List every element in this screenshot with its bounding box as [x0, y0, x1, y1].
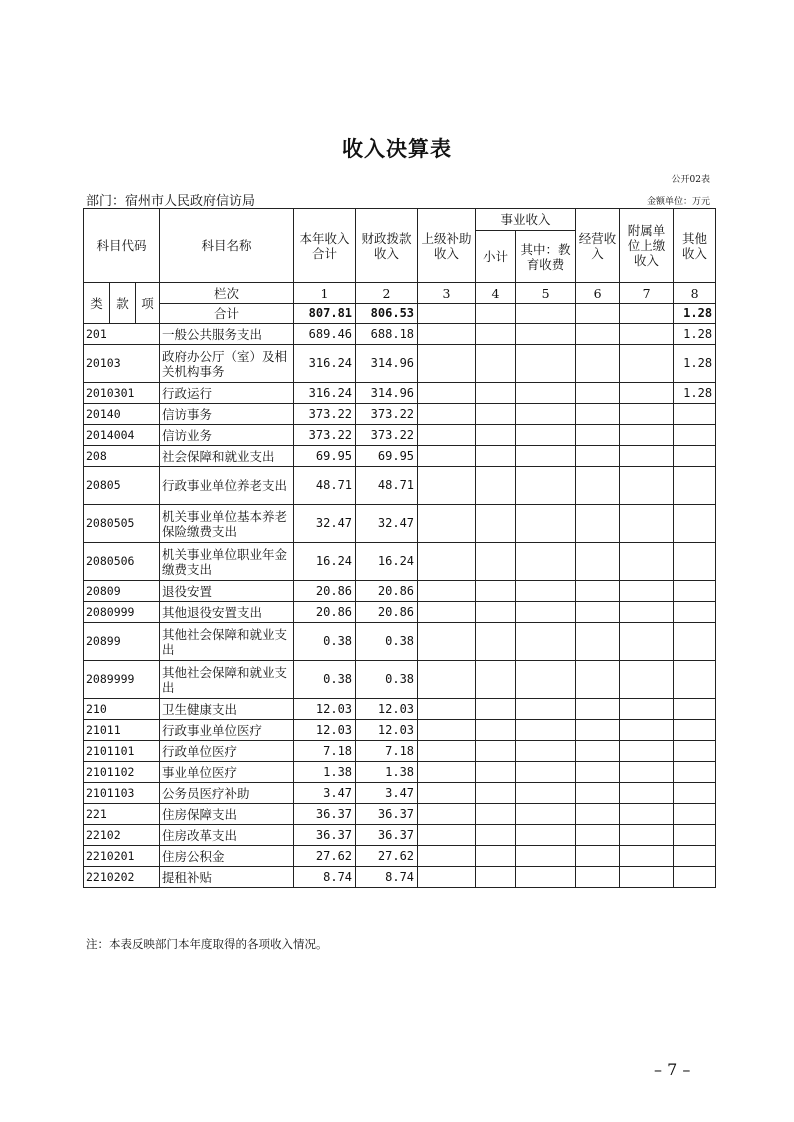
amount-operating	[576, 825, 620, 846]
subject-name: 提租补贴	[160, 867, 294, 888]
subject-code: 2210201	[84, 846, 160, 867]
amount-total: 0.38	[294, 623, 356, 661]
subject-code: 2010301	[84, 383, 160, 404]
amount-education	[516, 867, 576, 888]
amount-total: 12.03	[294, 699, 356, 720]
amount-total: 373.22	[294, 404, 356, 425]
col-number: 3	[418, 283, 476, 304]
amount-affiliated	[620, 741, 674, 762]
header-kuan: 款	[110, 283, 136, 324]
subject-code: 2101101	[84, 741, 160, 762]
amount-affiliated	[620, 804, 674, 825]
amount-other	[674, 543, 716, 581]
table-row	[84, 846, 716, 867]
amount-total: 32.47	[294, 505, 356, 543]
amount-affiliated	[620, 581, 674, 602]
amount-fiscal: 27.62	[356, 846, 418, 867]
amount-fiscal: 3.47	[356, 783, 418, 804]
subject-name: 其他退役安置支出	[160, 602, 294, 623]
col-number: 5	[516, 283, 576, 304]
amount-fiscal: 373.22	[356, 425, 418, 446]
table-row	[84, 345, 716, 383]
amount-business-subtotal	[476, 383, 516, 404]
amount-education	[516, 804, 576, 825]
header-column-row: 栏次	[160, 283, 294, 304]
amount-total: 0.38	[294, 661, 356, 699]
total-fiscal: 806.53	[356, 304, 418, 324]
subject-name: 政府办公厅（室）及相关机构事务	[160, 345, 294, 383]
amount-operating	[576, 581, 620, 602]
amount-total: 36.37	[294, 825, 356, 846]
amount-education	[516, 404, 576, 425]
table-row	[84, 623, 716, 661]
subject-name: 信访事务	[160, 404, 294, 425]
footnote: 注：本表反映部门本年度取得的各项收入情况。	[86, 937, 328, 951]
subject-name: 退役安置	[160, 581, 294, 602]
subject-code: 2080999	[84, 602, 160, 623]
amount-business-subtotal	[476, 404, 516, 425]
subject-code: 2080506	[84, 543, 160, 581]
department-label: 部门：宿州市人民政府信访局	[86, 194, 256, 209]
amount-affiliated	[620, 467, 674, 505]
amount-fiscal: 69.95	[356, 446, 418, 467]
col-number: 6	[576, 283, 620, 304]
amount-affiliated	[620, 623, 674, 661]
amount-total: 316.24	[294, 345, 356, 383]
amount-operating	[576, 345, 620, 383]
amount-total: 20.86	[294, 581, 356, 602]
amount-operating	[576, 505, 620, 543]
amount-other	[674, 425, 716, 446]
amount-affiliated	[620, 404, 674, 425]
amount-affiliated	[620, 661, 674, 699]
amount-total: 7.18	[294, 741, 356, 762]
page-number: – 7 –	[654, 1060, 691, 1079]
amount-total: 373.22	[294, 425, 356, 446]
amount-affiliated	[620, 324, 674, 345]
amount-business-subtotal	[476, 867, 516, 888]
amount-education	[516, 846, 576, 867]
subject-name: 其他社会保障和就业支出	[160, 623, 294, 661]
subject-name: 行政单位医疗	[160, 741, 294, 762]
amount-affiliated	[620, 446, 674, 467]
subject-name: 住房公积金	[160, 846, 294, 867]
amount-education	[516, 783, 576, 804]
amount-fiscal: 48.71	[356, 467, 418, 505]
amount-upper	[418, 543, 476, 581]
amount-upper	[418, 699, 476, 720]
amount-fiscal: 0.38	[356, 661, 418, 699]
subject-code: 221	[84, 804, 160, 825]
amount-other	[674, 446, 716, 467]
amount-education	[516, 623, 576, 661]
amount-operating	[576, 602, 620, 623]
amount-total: 16.24	[294, 543, 356, 581]
amount-upper	[418, 324, 476, 345]
amount-upper	[418, 505, 476, 543]
amount-affiliated	[620, 699, 674, 720]
amount-affiliated	[620, 345, 674, 383]
amount-upper	[418, 383, 476, 404]
subject-code: 20809	[84, 581, 160, 602]
subject-code: 2014004	[84, 425, 160, 446]
amount-education	[516, 741, 576, 762]
amount-affiliated	[620, 383, 674, 404]
subject-code: 2080505	[84, 505, 160, 543]
amount-other	[674, 623, 716, 661]
unit-label: 金额单位：万元	[646, 197, 710, 207]
header-other: 其他收入	[674, 209, 716, 283]
amount-other	[674, 867, 716, 888]
amount-operating	[576, 623, 620, 661]
amount-affiliated	[620, 505, 674, 543]
page-title: 收入决算表	[342, 137, 452, 161]
col-number: 7	[620, 283, 674, 304]
amount-business-subtotal	[476, 446, 516, 467]
subject-code: 201	[84, 324, 160, 345]
amount-upper	[418, 804, 476, 825]
header-code: 科目代码	[84, 209, 160, 283]
amount-operating	[576, 720, 620, 741]
amount-total: 48.71	[294, 467, 356, 505]
amount-business-subtotal	[476, 467, 516, 505]
amount-other	[674, 581, 716, 602]
amount-education	[516, 345, 576, 383]
subject-name: 公务员医疗补助	[160, 783, 294, 804]
table-row	[84, 867, 716, 888]
amount-total: 69.95	[294, 446, 356, 467]
amount-education	[516, 720, 576, 741]
amount-fiscal: 314.96	[356, 383, 418, 404]
amount-fiscal: 20.86	[356, 602, 418, 623]
amount-total: 1.38	[294, 762, 356, 783]
table-row	[84, 505, 716, 543]
amount-operating	[576, 446, 620, 467]
subject-name: 卫生健康支出	[160, 699, 294, 720]
amount-education	[516, 661, 576, 699]
subject-code: 22102	[84, 825, 160, 846]
amount-business-subtotal	[476, 720, 516, 741]
amount-upper	[418, 867, 476, 888]
amount-upper	[418, 467, 476, 505]
header-business: 事业收入	[476, 209, 576, 231]
header-fiscal: 财政拨款收入	[356, 209, 418, 283]
subject-code: 20103	[84, 345, 160, 383]
amount-operating	[576, 467, 620, 505]
amount-operating	[576, 867, 620, 888]
amount-other	[674, 825, 716, 846]
amount-operating	[576, 543, 620, 581]
amount-operating	[576, 324, 620, 345]
total-label: 合计	[160, 304, 294, 324]
amount-total: 27.62	[294, 846, 356, 867]
amount-other	[674, 804, 716, 825]
amount-fiscal: 36.37	[356, 825, 418, 846]
amount-fiscal: 0.38	[356, 623, 418, 661]
amount-business-subtotal	[476, 661, 516, 699]
amount-operating	[576, 762, 620, 783]
subject-code: 21011	[84, 720, 160, 741]
amount-fiscal: 12.03	[356, 720, 418, 741]
amount-fiscal: 16.24	[356, 543, 418, 581]
table-row	[84, 543, 716, 581]
amount-other	[674, 699, 716, 720]
subject-code: 2089999	[84, 661, 160, 699]
amount-other	[674, 505, 716, 543]
amount-education	[516, 825, 576, 846]
amount-upper	[418, 741, 476, 762]
subject-name: 信访业务	[160, 425, 294, 446]
subject-code: 2210202	[84, 867, 160, 888]
table-row	[84, 741, 716, 762]
col-number: 4	[476, 283, 516, 304]
amount-affiliated	[620, 825, 674, 846]
amount-education	[516, 762, 576, 783]
subject-name: 行政事业单位养老支出	[160, 467, 294, 505]
header-education: 其中：教育收费	[516, 231, 576, 283]
amount-upper	[418, 425, 476, 446]
header-lei: 类	[84, 283, 110, 324]
amount-total: 12.03	[294, 720, 356, 741]
subject-name: 住房保障支出	[160, 804, 294, 825]
amount-fiscal: 36.37	[356, 804, 418, 825]
amount-business-subtotal	[476, 846, 516, 867]
subject-code: 208	[84, 446, 160, 467]
amount-affiliated	[620, 720, 674, 741]
col-number: 1	[294, 283, 356, 304]
amount-upper	[418, 846, 476, 867]
amount-education	[516, 505, 576, 543]
header-xiang: 项	[136, 283, 160, 324]
amount-business-subtotal	[476, 825, 516, 846]
amount-education	[516, 581, 576, 602]
amount-operating	[576, 783, 620, 804]
amount-operating	[576, 846, 620, 867]
amount-total: 36.37	[294, 804, 356, 825]
amount-business-subtotal	[476, 804, 516, 825]
amount-total: 8.74	[294, 867, 356, 888]
subject-code: 20899	[84, 623, 160, 661]
amount-upper	[418, 446, 476, 467]
amount-other	[674, 720, 716, 741]
table-row	[84, 446, 716, 467]
header-name: 科目名称	[160, 209, 294, 283]
amount-education	[516, 602, 576, 623]
amount-education	[516, 467, 576, 505]
amount-fiscal: 20.86	[356, 581, 418, 602]
table-row	[84, 425, 716, 446]
header-affiliated: 附属单位上缴收入	[620, 209, 674, 283]
amount-business-subtotal	[476, 623, 516, 661]
amount-other	[674, 762, 716, 783]
amount-other	[674, 467, 716, 505]
amount-education	[516, 324, 576, 345]
total-amount: 807.81	[294, 304, 356, 324]
amount-upper	[418, 661, 476, 699]
amount-operating	[576, 661, 620, 699]
amount-affiliated	[620, 783, 674, 804]
amount-upper	[418, 825, 476, 846]
amount-education	[516, 543, 576, 581]
subject-name: 一般公共服务支出	[160, 324, 294, 345]
table-row	[84, 404, 716, 425]
table-row	[84, 581, 716, 602]
table-row	[84, 661, 716, 699]
amount-education	[516, 699, 576, 720]
table-row	[84, 804, 716, 825]
subject-name: 住房改革支出	[160, 825, 294, 846]
amount-fiscal: 373.22	[356, 404, 418, 425]
amount-upper	[418, 720, 476, 741]
amount-fiscal: 7.18	[356, 741, 418, 762]
amount-fiscal: 314.96	[356, 345, 418, 383]
amount-affiliated	[620, 762, 674, 783]
header-subtotal: 小计	[476, 231, 516, 283]
amount-affiliated	[620, 425, 674, 446]
amount-other: 1.28	[674, 383, 716, 404]
subject-name: 社会保障和就业支出	[160, 446, 294, 467]
header-operating: 经营收入	[576, 209, 620, 283]
table-row	[84, 762, 716, 783]
amount-operating	[576, 741, 620, 762]
table-row	[84, 825, 716, 846]
subject-code: 2101103	[84, 783, 160, 804]
amount-other: 1.28	[674, 324, 716, 345]
total-other: 1.28	[674, 304, 716, 324]
table-row	[84, 720, 716, 741]
subject-code: 20805	[84, 467, 160, 505]
subject-name: 机关事业单位职业年金缴费支出	[160, 543, 294, 581]
amount-education	[516, 425, 576, 446]
total-row	[84, 304, 716, 324]
amount-operating	[576, 404, 620, 425]
amount-other	[674, 661, 716, 699]
amount-upper	[418, 762, 476, 783]
table-row	[84, 324, 716, 345]
amount-operating	[576, 699, 620, 720]
amount-other	[674, 404, 716, 425]
form-number: 公开02表	[671, 175, 710, 185]
table-row	[84, 783, 716, 804]
amount-fiscal: 12.03	[356, 699, 418, 720]
amount-upper	[418, 345, 476, 383]
amount-fiscal: 1.38	[356, 762, 418, 783]
amount-affiliated	[620, 602, 674, 623]
amount-business-subtotal	[476, 762, 516, 783]
subject-name: 事业单位医疗	[160, 762, 294, 783]
subject-name: 机关事业单位基本养老保险缴费支出	[160, 505, 294, 543]
amount-other	[674, 741, 716, 762]
col-number: 2	[356, 283, 418, 304]
amount-education	[516, 383, 576, 404]
amount-total: 20.86	[294, 602, 356, 623]
amount-other	[674, 846, 716, 867]
amount-business-subtotal	[476, 699, 516, 720]
amount-operating	[576, 425, 620, 446]
amount-upper	[418, 783, 476, 804]
amount-upper	[418, 623, 476, 661]
subject-name: 行政事业单位医疗	[160, 720, 294, 741]
amount-total: 689.46	[294, 324, 356, 345]
header-upper: 上级补助收入	[418, 209, 476, 283]
amount-business-subtotal	[476, 581, 516, 602]
amount-total: 3.47	[294, 783, 356, 804]
amount-education	[516, 446, 576, 467]
subject-name: 其他社会保障和就业支出	[160, 661, 294, 699]
subject-code: 210	[84, 699, 160, 720]
subject-code: 20140	[84, 404, 160, 425]
income-table	[83, 208, 716, 888]
amount-fiscal: 8.74	[356, 867, 418, 888]
amount-business-subtotal	[476, 783, 516, 804]
header-total: 本年收入合计	[294, 209, 356, 283]
table-row	[84, 602, 716, 623]
amount-other: 1.28	[674, 345, 716, 383]
subject-name: 行政运行	[160, 383, 294, 404]
table-row	[84, 699, 716, 720]
amount-affiliated	[620, 543, 674, 581]
amount-fiscal: 32.47	[356, 505, 418, 543]
table-row	[84, 467, 716, 505]
amount-business-subtotal	[476, 602, 516, 623]
amount-upper	[418, 602, 476, 623]
amount-operating	[576, 383, 620, 404]
col-number: 8	[674, 283, 716, 304]
amount-business-subtotal	[476, 324, 516, 345]
amount-business-subtotal	[476, 425, 516, 446]
amount-other	[674, 783, 716, 804]
amount-fiscal: 688.18	[356, 324, 418, 345]
amount-business-subtotal	[476, 505, 516, 543]
amount-other	[674, 602, 716, 623]
table-row	[84, 383, 716, 404]
amount-affiliated	[620, 867, 674, 888]
amount-affiliated	[620, 846, 674, 867]
amount-operating	[576, 804, 620, 825]
amount-upper	[418, 404, 476, 425]
amount-total: 316.24	[294, 383, 356, 404]
amount-business-subtotal	[476, 345, 516, 383]
subject-code: 2101102	[84, 762, 160, 783]
amount-upper	[418, 581, 476, 602]
amount-business-subtotal	[476, 543, 516, 581]
amount-business-subtotal	[476, 741, 516, 762]
